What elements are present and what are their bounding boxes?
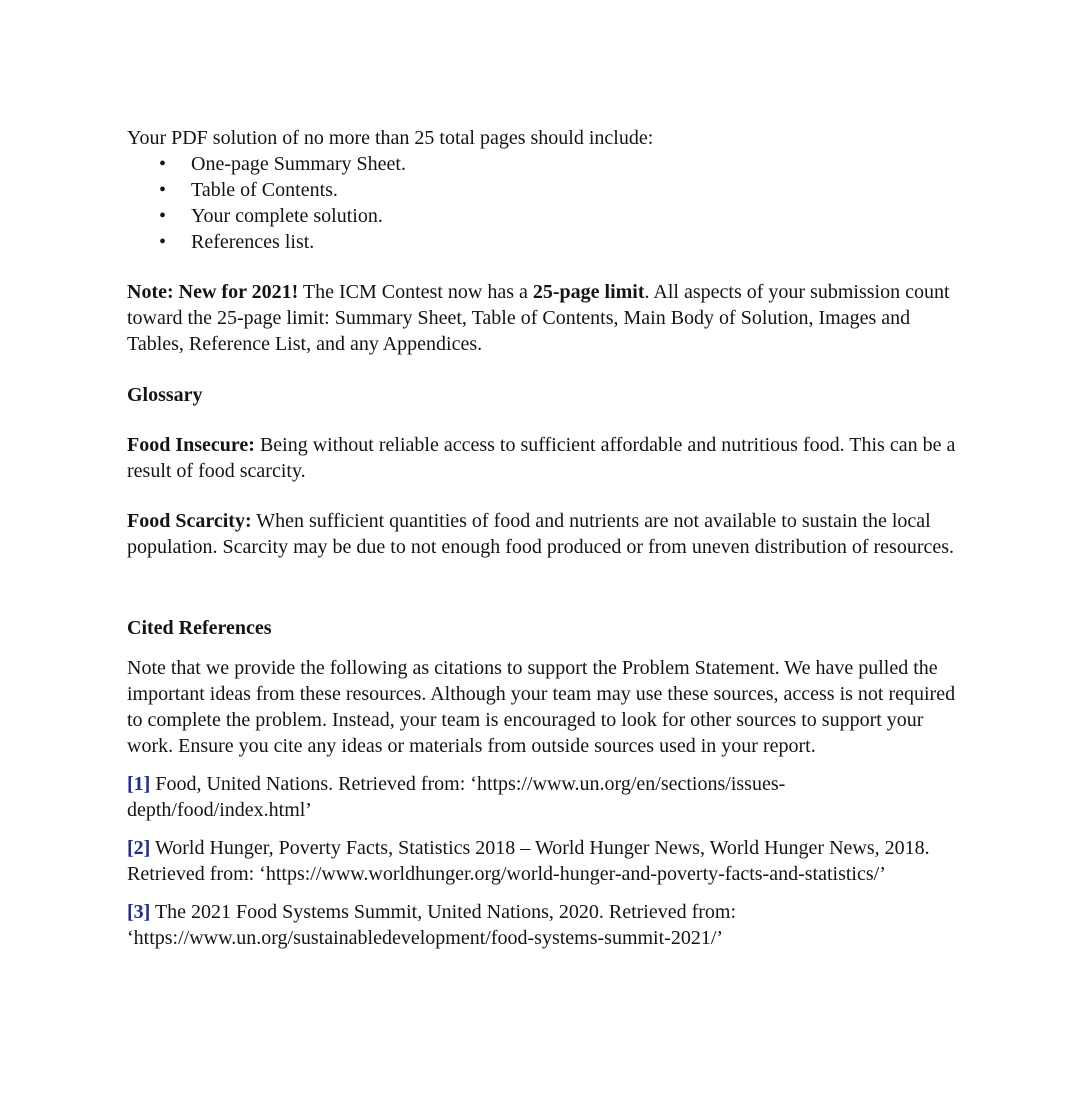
reference-number: [1]: [127, 773, 151, 795]
glossary-term: Food Insecure:: [127, 434, 255, 456]
bullet-icon: •: [159, 231, 167, 253]
document-page: [127, 125, 957, 951]
list-item: • One-page Summary Sheet.: [159, 153, 406, 175]
list-item: • Your complete solution.: [159, 205, 383, 227]
cited-references-heading: Cited References: [127, 617, 272, 639]
requirements-list: [127, 151, 957, 255]
bullet-icon: •: [159, 153, 167, 175]
bullet-icon: •: [159, 179, 167, 201]
reference-item-1: [1] Food, United Nations. Retrieved from: ‘https://www.un.org/en/sections/issues-depth/food/index.html’: [127, 773, 786, 821]
reference-number: [3]: [127, 901, 151, 923]
note-paragraph: Note: New for 2021! The ICM Contest now has a 25-page limit. All aspects of your submission count toward the 25-page limit: Summary Sheet, Table of Contents, Main Body of Solution, Images and Tables, Reference List, and any Appendices.: [127, 281, 950, 355]
cited-references-intro: Note that we provide the following as citations to support the Problem Statement. We have pulled the important ideas from these resources. Although your team may use these sources, access is not required to complete the problem. Instead, your team is encouraged to look for other sources to support your work. Ensure you cite any ideas or materials from outside sources used in your report.: [127, 657, 956, 757]
reference-item-2: [2] World Hunger, Poverty Facts, Statistics 2018 – World Hunger News, World Hunger News, 2018. Retrieved from: ‘https://www.worldhunger.org/world-hunger-and-poverty-facts-and-statistics/’: [127, 837, 930, 885]
reference-item-3: [3] The 2021 Food Systems Summit, United Nations, 2020. Retrieved from: ‘https://www.un.org/sustainabledevelopment/food-systems-summit-2021/’: [127, 901, 737, 949]
glossary-entry-food-insecure: Food Insecure: Being without reliable access to sufficient affordable and nutritious food. This can be a result of food scarcity.: [127, 434, 956, 482]
list-item: • Table of Contents.: [159, 179, 338, 201]
glossary-term: Food Scarcity:: [127, 510, 252, 532]
intro-text: Your PDF solution of no more than 25 total pages should include:: [127, 127, 654, 149]
glossary-entry-food-scarcity: Food Scarcity: When sufficient quantities of food and nutrients are not available to sustain the local population. Scarcity may be due to not enough food produced or from uneven distribution of resources.: [127, 510, 955, 558]
bullet-icon: •: [159, 205, 167, 227]
note-label: Note: New for 2021!: [127, 281, 299, 303]
list-item: • References list.: [159, 231, 315, 253]
glossary-heading: Glossary: [127, 384, 203, 406]
page-limit-emphasis: 25-page limit: [532, 281, 645, 303]
reference-number: [2]: [127, 837, 151, 859]
